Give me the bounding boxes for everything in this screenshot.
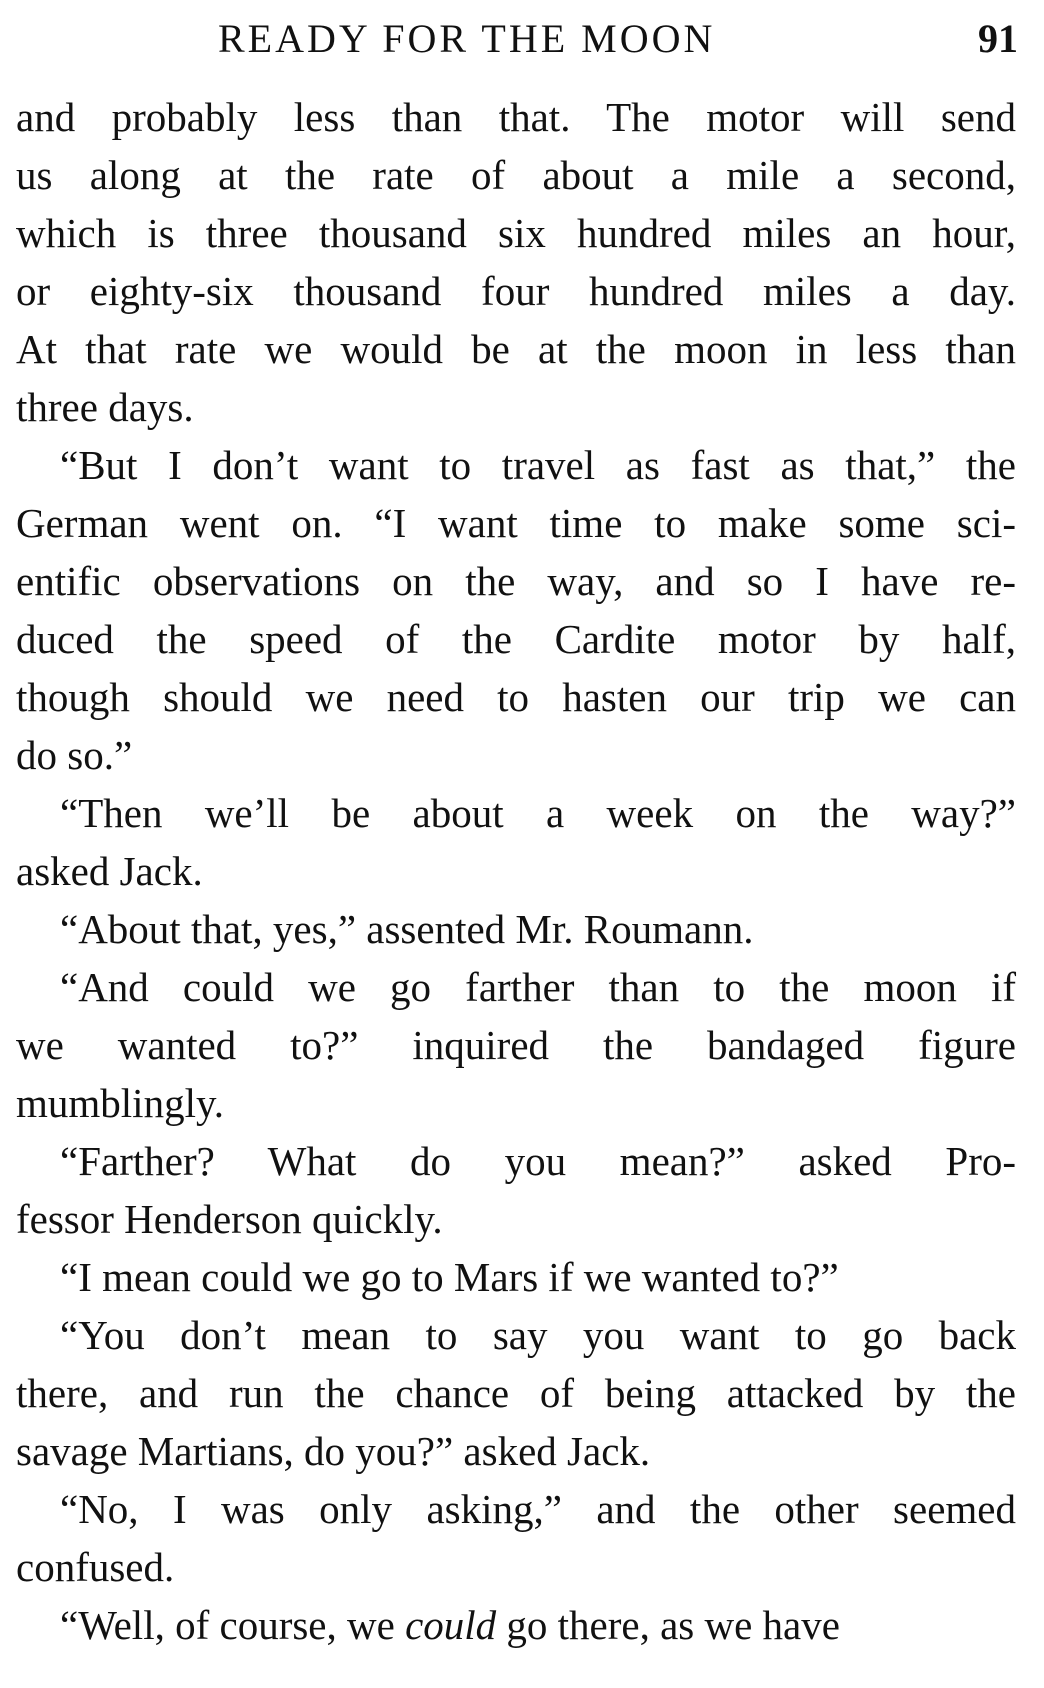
running-title: READY FOR THE MOON <box>218 16 716 61</box>
text-line: confused. <box>16 1544 175 1590</box>
text-line-final <box>16 1596 1016 1654</box>
text-line: us along at the rate of about a mile a second, <box>16 152 1016 198</box>
text-line: “Then we’ll be about a week on the way?” <box>60 790 1016 836</box>
italic-emphasis: could <box>405 1602 497 1648</box>
text-line: mumblingly. <box>16 1080 225 1126</box>
text-line: “Farther? What do you mean?” asked Pro- <box>60 1138 1016 1184</box>
text-line: savage Martians, do you?” asked Jack. <box>16 1428 651 1474</box>
text-line: “No, I was only asking,” and the other seemed <box>60 1486 1016 1532</box>
text-line: entific observations on the way, and so I have re- <box>16 558 1016 604</box>
text-segment: “Well, of course, we <box>60 1602 406 1648</box>
text-line: German went on. “I want time to make some sci- <box>16 500 1016 546</box>
text-segment: go there, as we have <box>496 1602 840 1648</box>
text-line: At that rate we would be at the moon in less than <box>16 326 1016 372</box>
text-line: we wanted to?” inquired the bandaged figure <box>16 1022 1016 1068</box>
text-line: “About that, yes,” assented Mr. Roumann. <box>60 906 754 952</box>
text-line: “I mean could we go to Mars if we wanted to?” <box>60 1254 839 1300</box>
text-line: there, and run the chance of being attacked by the <box>16 1370 1016 1416</box>
text-line: which is three thousand six hundred miles an hour, <box>16 210 1016 256</box>
text-line: asked Jack. <box>16 848 203 894</box>
text-line: though should we need to hasten our trip we can <box>16 674 1016 720</box>
text-line: three days. <box>16 384 194 430</box>
page-number: 91 <box>978 16 1018 61</box>
text-line: duced the speed of the Cardite motor by half, <box>16 616 1016 662</box>
text-line: do so.” <box>16 732 133 778</box>
text-line: and probably less than that. The motor will send <box>16 94 1016 140</box>
text-line: “But I don’t want to travel as fast as that,” the <box>60 442 1016 488</box>
text-line: “You don’t mean to say you want to go back <box>60 1312 1016 1358</box>
text-line: or eighty-six thousand four hundred miles a day. <box>16 268 1016 314</box>
text-line: fessor Henderson quickly. <box>16 1196 443 1242</box>
body-text <box>16 88 1016 1654</box>
text-line: “And could we go farther than to the moon if <box>60 964 1016 1010</box>
running-head <box>18 14 1018 64</box>
